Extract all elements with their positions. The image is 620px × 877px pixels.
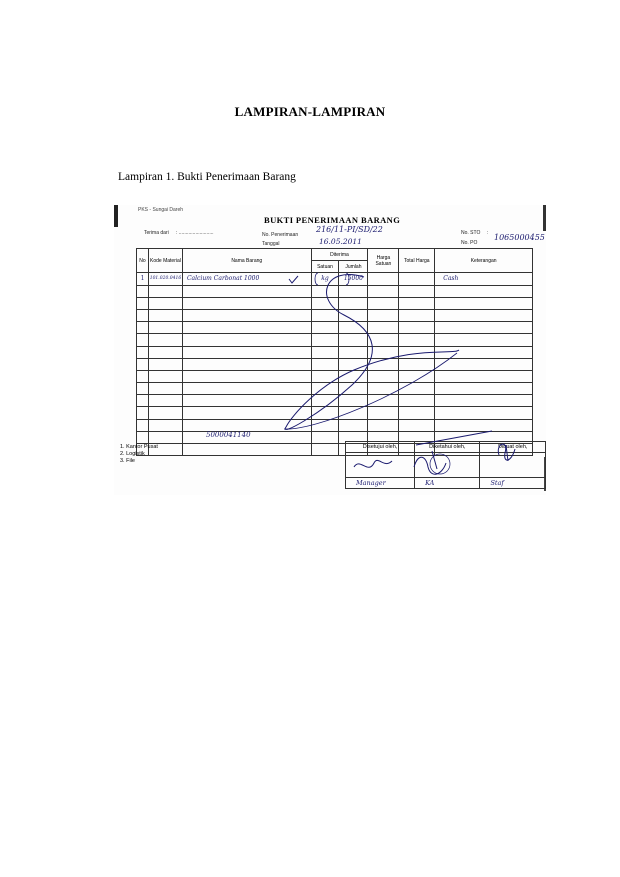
dibuat-label: Dibuat oleh, — [480, 442, 546, 453]
table-row — [137, 273, 533, 285]
terima-dari-value: : ......................... — [176, 230, 214, 236]
no-sto-label: No. STO — [461, 230, 481, 236]
terima-dari-label: Terima dari — [144, 230, 169, 236]
table-row — [137, 395, 533, 407]
distribution-item: 3. File — [120, 458, 135, 464]
tanggal-value: 16.05.2011 — [319, 237, 362, 246]
header-jumlah: Jumlah — [339, 261, 368, 273]
no-sto-value: : — [487, 230, 489, 236]
header-no: No — [137, 249, 149, 273]
no-po-label: No. PO — [461, 240, 478, 246]
scan-edge-shadow — [543, 205, 546, 231]
items-table — [136, 248, 533, 456]
table-row — [137, 419, 533, 431]
cell-satuan: kg — [311, 273, 339, 285]
table-row — [137, 370, 533, 382]
header-total-harga: Total Harga — [399, 249, 435, 273]
cell-keterangan: Cash — [435, 273, 533, 285]
header-harga-satuan: Harga Satuan — [368, 249, 399, 273]
dibuat-name: Staf — [480, 478, 546, 489]
company-name: PKS - Sungai Dareh — [138, 207, 184, 213]
table-row — [137, 285, 533, 297]
diketahui-label: Diketahui oleh, — [415, 442, 480, 453]
header-kode-material: Kode Material — [148, 249, 182, 273]
scanned-receipt-form — [114, 205, 546, 495]
cell-kode: 101.020.0416 — [148, 273, 182, 285]
header-keterangan: Keterangan — [435, 249, 533, 273]
document-number: 5000041140 — [206, 431, 251, 439]
attachment-caption: Lampiran 1. Bukti Penerimaan Barang — [118, 171, 296, 183]
no-penerimaan-label: No. Penerimaan — [262, 232, 299, 238]
table-row — [137, 309, 533, 321]
scan-edge-shadow — [114, 205, 118, 227]
table-row — [137, 383, 533, 395]
header-satuan: Satuan — [311, 261, 339, 273]
cell-jumlah: 15000 — [339, 273, 368, 285]
disetujui-label: Disetujui oleh, — [346, 442, 415, 453]
table-row — [137, 322, 533, 334]
form-title: BUKTI PENERIMAAN BARANG — [264, 215, 401, 225]
page-title: LAMPIRAN-LAMPIRAN — [234, 104, 386, 119]
table-row — [137, 334, 533, 346]
distribution-item: 1. Kantor Pusat — [120, 444, 158, 450]
no-penerimaan-value: 216/11-PI/SD/22 — [316, 225, 383, 234]
table-row — [137, 407, 533, 419]
cell-no: 1 — [137, 273, 149, 285]
table-row — [137, 346, 533, 358]
tanggal-label: Tanggal — [262, 241, 280, 247]
header-diterima: Diterima — [311, 249, 368, 261]
signature-box — [480, 453, 546, 478]
signature-box — [415, 453, 480, 478]
distribution-item: 2. Logistik — [120, 451, 145, 457]
signature-box — [346, 453, 415, 478]
cell-total — [399, 273, 435, 285]
disetujui-name: Manager — [346, 478, 415, 489]
cell-harga — [368, 273, 399, 285]
table-row — [137, 297, 533, 309]
no-po-value: 1065000455 — [494, 233, 545, 242]
signature-table — [345, 441, 546, 489]
distribution-list — [120, 444, 158, 465]
header-nama-barang: Nama Barang — [182, 249, 311, 273]
table-row — [137, 358, 533, 370]
cell-nama: Calcium Carbonat 1000 — [182, 273, 311, 285]
diketahui-name: KA — [415, 478, 480, 489]
